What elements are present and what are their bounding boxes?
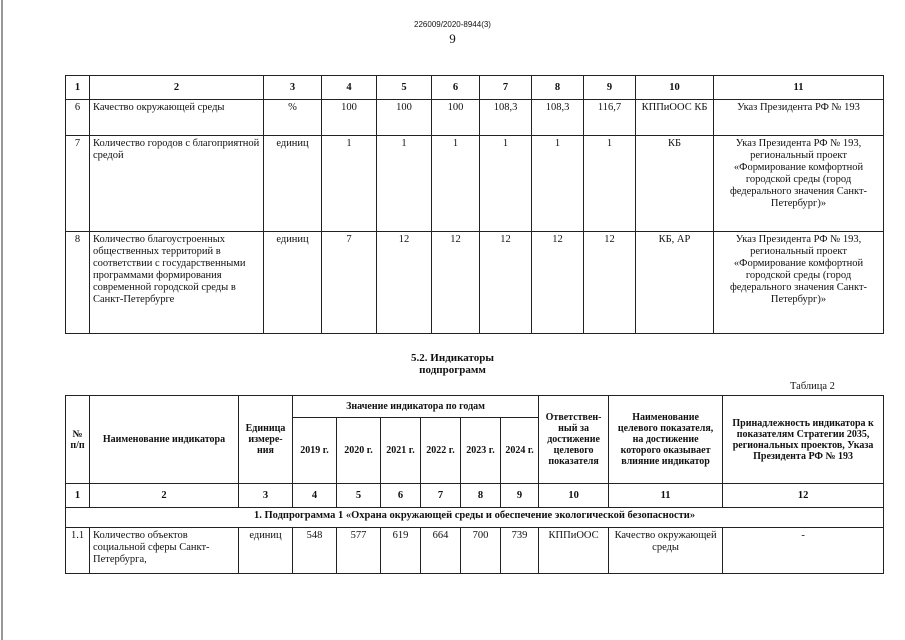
value: 12 [432,232,480,334]
value: 12 [480,232,532,334]
value: 100 [432,100,480,136]
value: 108,3 [532,100,584,136]
table-row [66,528,884,574]
row-number: 7 [66,136,90,232]
indicator-name: Количество городов с благоприятной средой [90,136,264,232]
unit: единиц [264,136,322,232]
indicator-name: Количество объектов социальной сферы Санкт-Петербурга, [90,528,239,574]
row-number: 1.1 [66,528,90,574]
unit: % [264,100,322,136]
col-number: 1 [66,76,90,100]
value-2022: 664 [421,528,461,574]
target-indicator: Качество окружающей среды [609,528,723,574]
row-number: 8 [66,232,90,334]
col-number: 8 [532,76,584,100]
basis: Указ Президента РФ № 193, региональный проект «Формирование комфортной городской среды (город федерального значения Санкт-Петербург)» [714,136,884,232]
table-row [66,100,884,136]
basis: Указ Президента РФ № 193, региональный проект «Формирование комфортной городской среды (город федерального значения Санкт-Петербург)» [714,232,884,334]
responsible: КППиООС КБ [636,100,714,136]
col-number: 1 [66,484,90,508]
column-number-row [66,76,884,100]
col-number: 7 [421,484,461,508]
header-year: 2019 г. [293,418,337,484]
document-id: 226009/2020-8944(3) [414,20,491,29]
value: 100 [322,100,377,136]
value: 1 [532,136,584,232]
value: 1 [377,136,432,232]
value: 12 [377,232,432,334]
value-2023: 700 [461,528,501,574]
header-num: № п/п [66,396,90,484]
scan-edge-mark [1,0,3,640]
page-number: 9 [449,31,456,46]
unit: единиц [239,528,293,574]
column-number-row [66,484,884,508]
value: 108,3 [480,100,532,136]
responsible: КБ, АР [636,232,714,334]
affiliation: - [723,528,884,574]
col-number: 9 [501,484,539,508]
value: 1 [584,136,636,232]
table-row [66,136,884,232]
value: 1 [432,136,480,232]
col-number: 9 [584,76,636,100]
indicators-table-continued [65,75,884,334]
col-number: 3 [264,76,322,100]
value: 12 [532,232,584,334]
section-title: 5.2. Индикаторы [411,352,494,364]
col-number: 11 [609,484,723,508]
header-year: 2024 г. [501,418,539,484]
header-row [66,396,884,418]
col-number: 2 [90,484,239,508]
value: 1 [322,136,377,232]
value: 116,7 [584,100,636,136]
col-number: 3 [239,484,293,508]
value-2020: 577 [337,528,381,574]
section-subtitle: подпрограмм [419,364,486,376]
value: 7 [322,232,377,334]
value-2021: 619 [381,528,421,574]
col-number: 4 [293,484,337,508]
subprogram-indicators-table [65,395,884,574]
unit: единиц [264,232,322,334]
header-year: 2023 г. [461,418,501,484]
basis: Указ Президента РФ № 193 [714,100,884,136]
col-number: 7 [480,76,532,100]
table-caption: Таблица 2 [790,381,835,392]
subprogram-row [66,508,884,528]
table-row [66,232,884,334]
col-number: 6 [432,76,480,100]
header-year: 2021 г. [381,418,421,484]
header-unit: Единица измере-ния [239,396,293,484]
value: 100 [377,100,432,136]
responsible: КППиООС [539,528,609,574]
header-year: 2020 г. [337,418,381,484]
header-affiliation: Принадлежность индикатора к показателям Стратегии 2035, региональных проектов, Указа Президента РФ № 193 [723,396,884,484]
col-number: 5 [377,76,432,100]
col-number: 8 [461,484,501,508]
header-name: Наименование индикатора [90,396,239,484]
col-number: 2 [90,76,264,100]
col-number: 6 [381,484,421,508]
row-number: 6 [66,100,90,136]
col-number: 10 [539,484,609,508]
col-number: 5 [337,484,381,508]
indicator-name: Качество окружающей среды [90,100,264,136]
col-number: 4 [322,76,377,100]
col-number: 12 [723,484,884,508]
value-2024: 739 [501,528,539,574]
header-responsible: Ответствен-ный за достижение целевого показателя [539,396,609,484]
subprogram-title: 1. Подпрограмма 1 «Охрана окружающей среды и обеспечение экологической безопасности» [66,508,884,528]
indicator-name: Количество благоустроенных общественных территорий в соответствии с государственными программами формирования современной городской среды в Санкт-Петербурге [90,232,264,334]
col-number: 10 [636,76,714,100]
header-target: Наименование целевого показателя, на достижение которого оказывает влияние индикатор [609,396,723,484]
header-values-group: Значение индикатора по годам [293,396,539,418]
responsible: КБ [636,136,714,232]
value: 1 [480,136,532,232]
header-year: 2022 г. [421,418,461,484]
value-2019: 548 [293,528,337,574]
value: 12 [584,232,636,334]
col-number: 11 [714,76,884,100]
